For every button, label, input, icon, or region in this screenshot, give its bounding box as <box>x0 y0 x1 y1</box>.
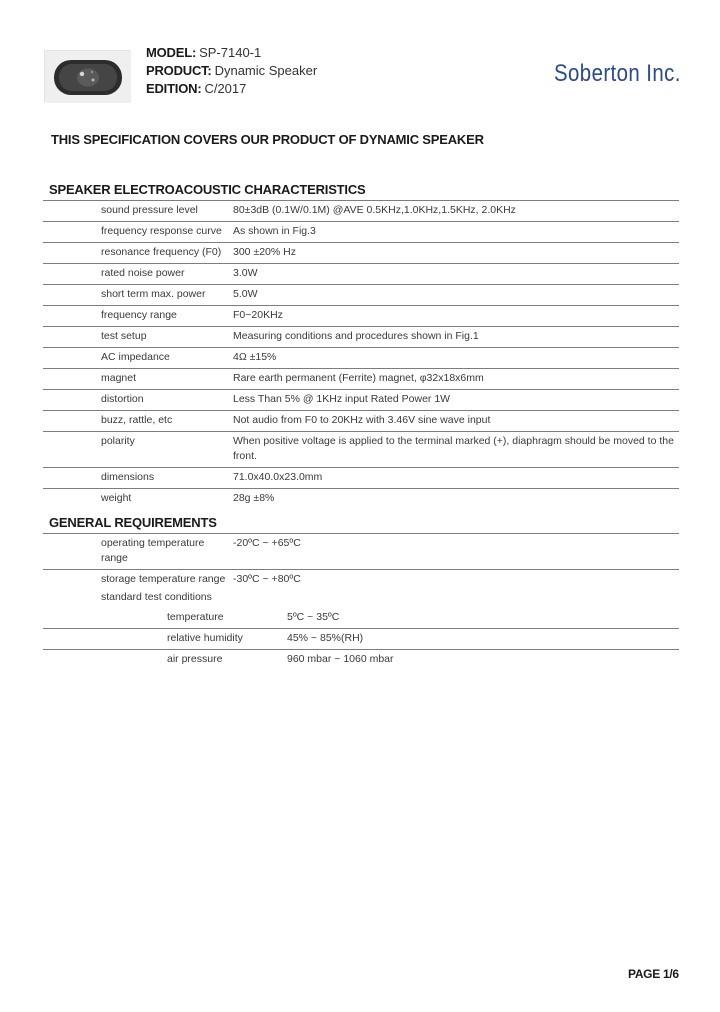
spec-row <box>43 243 679 264</box>
test-condition-key: air pressure <box>167 653 223 665</box>
spec-row <box>43 348 679 369</box>
product-value: Dynamic Speaker <box>214 63 318 78</box>
spec-value: Less Than 5% @ 1KHz input Rated Power 1W <box>231 390 679 411</box>
test-condition-key: relative humidity <box>167 632 243 644</box>
spec-value: 3.0W <box>231 264 679 285</box>
speaker-image <box>45 51 131 103</box>
spec-row <box>43 264 679 285</box>
spec-value: -20ºC ~ +65ºC <box>231 534 679 570</box>
test-condition-row <box>43 649 679 670</box>
spec-key: weight <box>43 489 231 510</box>
spec-row <box>43 432 679 468</box>
spec-key: resonance frequency (F0) <box>43 243 231 264</box>
spec-value: 5.0W <box>231 285 679 306</box>
spec-value: 80±3dB (0.1W/0.1M) @AVE 0.5KHz,1.0KHz,1.5KHz, 2.0KHz <box>231 201 679 222</box>
test-condition-key: temperature <box>167 611 224 623</box>
spec-row <box>43 489 679 510</box>
spec-value: Not audio from F0 to 20KHz with 3.46V sine wave input <box>231 411 679 432</box>
general-requirements-table <box>43 533 679 590</box>
spec-row <box>43 468 679 489</box>
test-condition-row <box>43 608 679 628</box>
spec-value: Rare earth permanent (Ferrite) magnet, φ32x18x6mm <box>231 369 679 390</box>
test-condition-value: 960 mbar ~ 1060 mbar <box>287 653 394 665</box>
spec-row <box>43 327 679 348</box>
main-title: THIS SPECIFICATION COVERS OUR PRODUCT OF DYNAMIC SPEAKER <box>51 132 484 147</box>
spec-key: dimensions <box>43 468 231 489</box>
spec-value: 71.0x40.0x23.0mm <box>231 468 679 489</box>
spec-key: frequency response curve <box>43 222 231 243</box>
spec-row <box>43 285 679 306</box>
spec-row <box>43 201 679 222</box>
spec-key: sound pressure level <box>43 201 231 222</box>
requirement-row <box>43 570 679 591</box>
edition-label: EDITION: <box>146 81 202 96</box>
test-condition-value: 5ºC ~ 35ºC <box>287 611 340 623</box>
model-row <box>146 44 317 62</box>
spec-value: 300 ±20% Hz <box>231 243 679 264</box>
spec-key: polarity <box>43 432 231 468</box>
spec-value: 4Ω ±15% <box>231 348 679 369</box>
general-requirements-title: GENERAL REQUIREMENTS <box>49 515 217 530</box>
product-photo <box>44 50 130 102</box>
spec-key: storage temperature range <box>43 570 231 591</box>
spec-row <box>43 390 679 411</box>
model-value: SP-7140-1 <box>199 45 262 60</box>
test-condition-value: 45% ~ 85%(RH) <box>287 632 364 644</box>
spec-key: distortion <box>43 390 231 411</box>
test-conditions-label: standard test conditions <box>101 591 212 603</box>
edition-row <box>146 80 317 98</box>
page-number: PAGE 1/6 <box>628 967 679 981</box>
electroacoustic-table <box>43 200 679 509</box>
test-condition-row <box>43 628 679 649</box>
edition-value: C/2017 <box>204 81 247 96</box>
document-meta <box>146 44 317 98</box>
spec-row <box>43 306 679 327</box>
spec-value: 28g ±8% <box>231 489 679 510</box>
spec-key: rated noise power <box>43 264 231 285</box>
product-label: PRODUCT: <box>146 63 212 78</box>
brand-logo: Soberton Inc. <box>554 60 681 87</box>
spec-row <box>43 222 679 243</box>
spec-value: When positive voltage is applied to the terminal marked (+), diaphragm should be moved to the front. <box>231 432 679 468</box>
spec-value: As shown in Fig.3 <box>231 222 679 243</box>
standard-test-conditions <box>43 588 679 670</box>
spec-key: AC impedance <box>43 348 231 369</box>
spec-key: test setup <box>43 327 231 348</box>
spec-key: magnet <box>43 369 231 390</box>
spec-row <box>43 369 679 390</box>
spec-key: short term max. power <box>43 285 231 306</box>
spec-row <box>43 411 679 432</box>
spec-value: -30ºC ~ +80ºC <box>231 570 679 591</box>
spec-key: operating temperature range <box>43 534 231 570</box>
electroacoustic-title: SPEAKER ELECTROACOUSTIC CHARACTERISTICS <box>49 182 366 197</box>
requirement-row <box>43 534 679 570</box>
spec-value: Measuring conditions and procedures shown in Fig.1 <box>231 327 679 348</box>
spec-key: buzz, rattle, etc <box>43 411 231 432</box>
spec-key: frequency range <box>43 306 231 327</box>
spec-value: F0~20KHz <box>231 306 679 327</box>
product-row <box>146 62 317 80</box>
model-label: MODEL: <box>146 45 197 60</box>
